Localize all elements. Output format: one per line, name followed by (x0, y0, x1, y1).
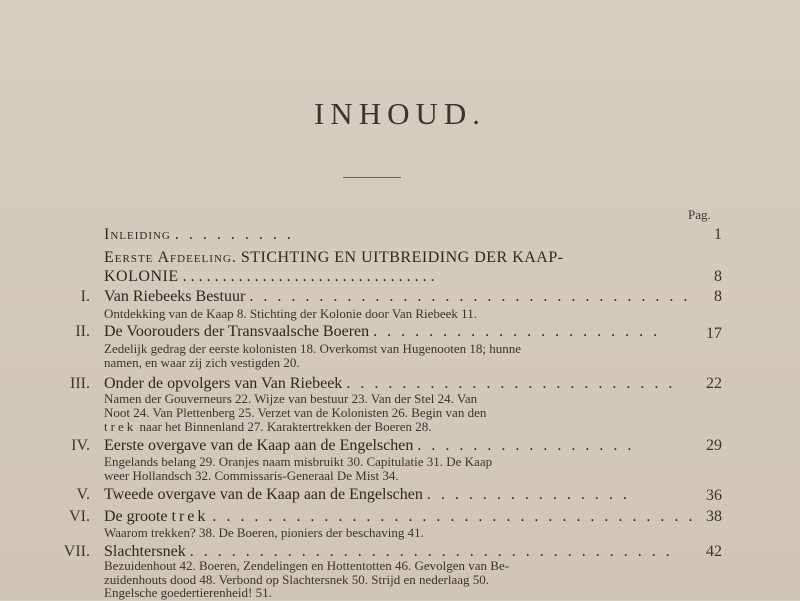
chapter-number: III. (70, 375, 90, 392)
page-number: 29 (706, 437, 722, 454)
toc-entry (104, 508, 696, 526)
leader-dots: . . . . . . . . . (174, 226, 294, 243)
page-title: INHOUD. (313, 96, 486, 131)
toc-entry (104, 437, 674, 455)
leader-dots: . . . . . . . . . . . . . . . . . . . . . . . . . . . . . . . . (249, 288, 691, 305)
page-number: 42 (706, 543, 722, 560)
page-number: 1 (714, 226, 722, 243)
entry-summary-line: namen, en waar zij zich vestigden 20. (104, 355, 300, 370)
page-number: 38 (706, 508, 722, 525)
entry-summary-line: Namen der Gouverneurs 22. Wijze van bestuur 23. Van der Stel 24. Van (104, 391, 478, 406)
leader-dots: . . . . . . . . . . . . . . . . . . . . . . . . . . . . . . . . . . . (212, 508, 696, 525)
entry-summary-line: weer Hollandsch 32. Commissaris-Generaal De Mist 34. (104, 468, 399, 483)
entry-title: Van Riebeeks Bestuur (104, 288, 246, 305)
section-heading (104, 248, 674, 268)
entry-title: Onder de opvolgers van Van Riebeek (104, 375, 343, 392)
chapter-number: V. (76, 486, 90, 503)
spaced-word: trek (171, 508, 209, 525)
entry-title: Tweede overgave van de Kaap aan de Engelschen (104, 486, 423, 503)
page-number: 8 (714, 288, 722, 305)
entry-summary-line: Zedelijk gedrag der eerste kolonisten 18. Overkomst van Hugenooten 18; hunne (104, 341, 521, 356)
leader-dots: . . . . . . . . . . . . . . . . . . . . . . . . . . . . . . . . (182, 268, 435, 285)
entry-summary-line: Noot 24. Van Plettenberg 25. Verzet van de Kolonisten 26. Begin van den (104, 405, 487, 420)
leader-dots: . . . . . . . . . . . . . . . . . . . . . (373, 323, 661, 340)
entry-title: Inleiding (104, 226, 171, 243)
section-heading-continued (104, 267, 674, 287)
entry-summary-line: Engelands belang 29. Oranjes naam misbruikt 30. Capitulatie 31. De Kaap (104, 454, 493, 469)
chapter-number: VI. (69, 508, 90, 525)
entry-summary-line: Ontdekking van de Kaap 8. Stichting der Kolonie door Van Riebeek 11. (104, 306, 477, 321)
entry-summary-line: Engelsche goedertierenheid! 51. (104, 585, 272, 600)
chapter-number: II. (75, 323, 90, 340)
toc-entry-inleiding (104, 226, 674, 244)
leader-dots: . . . . . . . . . . . . . . . (426, 486, 630, 503)
entry-title: Slachtersnek (104, 543, 186, 560)
summary-rest: naar het Binnenland 27. Karaktertrekken der Boeren 28. (136, 419, 432, 434)
section-label: Eerste Afdeeling. (104, 249, 237, 266)
chapter-number: I. (80, 288, 90, 305)
entry-title: De groote trek (104, 508, 209, 525)
entry-summary-line: zuidenhouts dood 48. Verbond op Slachtersnek 50. Strijd en nederlaag 50. (104, 572, 489, 587)
entry-summary-line: Waarom trekken? 38. De Boeren, pioniers der beschaving 41. (104, 525, 424, 540)
page-number: 17 (706, 325, 722, 342)
entry-title: De Voorouders der Transvaalsche Boeren (104, 323, 370, 340)
entry-title: Eerste overgave van de Kaap aan de Engelschen (104, 437, 414, 454)
leader-dots: . . . . . . . . . . . . . . . . . . . . . . . . (346, 375, 676, 392)
spaced-word: trek (104, 419, 137, 434)
chapter-number: IV. (71, 437, 90, 454)
entry-summary-line: Bezuidenhout 42. Boeren, Zendelingen en Hottentotten 46. Gevolgen van Be- (104, 558, 510, 573)
page-number: 36 (706, 487, 722, 504)
toc-entry (104, 486, 674, 504)
section-heading-line1: STICHTING EN UITBREIDING DER KAAP- (240, 249, 564, 266)
toc-entry (104, 288, 691, 306)
chapter-number: VII. (63, 543, 90, 560)
entry-summary-line (104, 420, 674, 435)
toc-entry (104, 323, 674, 341)
pag-column-label: Pag. (688, 207, 711, 222)
leader-dots: . . . . . . . . . . . . . . . . . . . . . . . . . . . . . . . . . . . (189, 543, 673, 560)
section-heading-line2: KOLONIE (104, 268, 179, 285)
page-number: 22 (706, 375, 722, 392)
leader-dots: . . . . . . . . . . . . . . . . (417, 437, 635, 454)
page-number: 8 (714, 268, 722, 285)
